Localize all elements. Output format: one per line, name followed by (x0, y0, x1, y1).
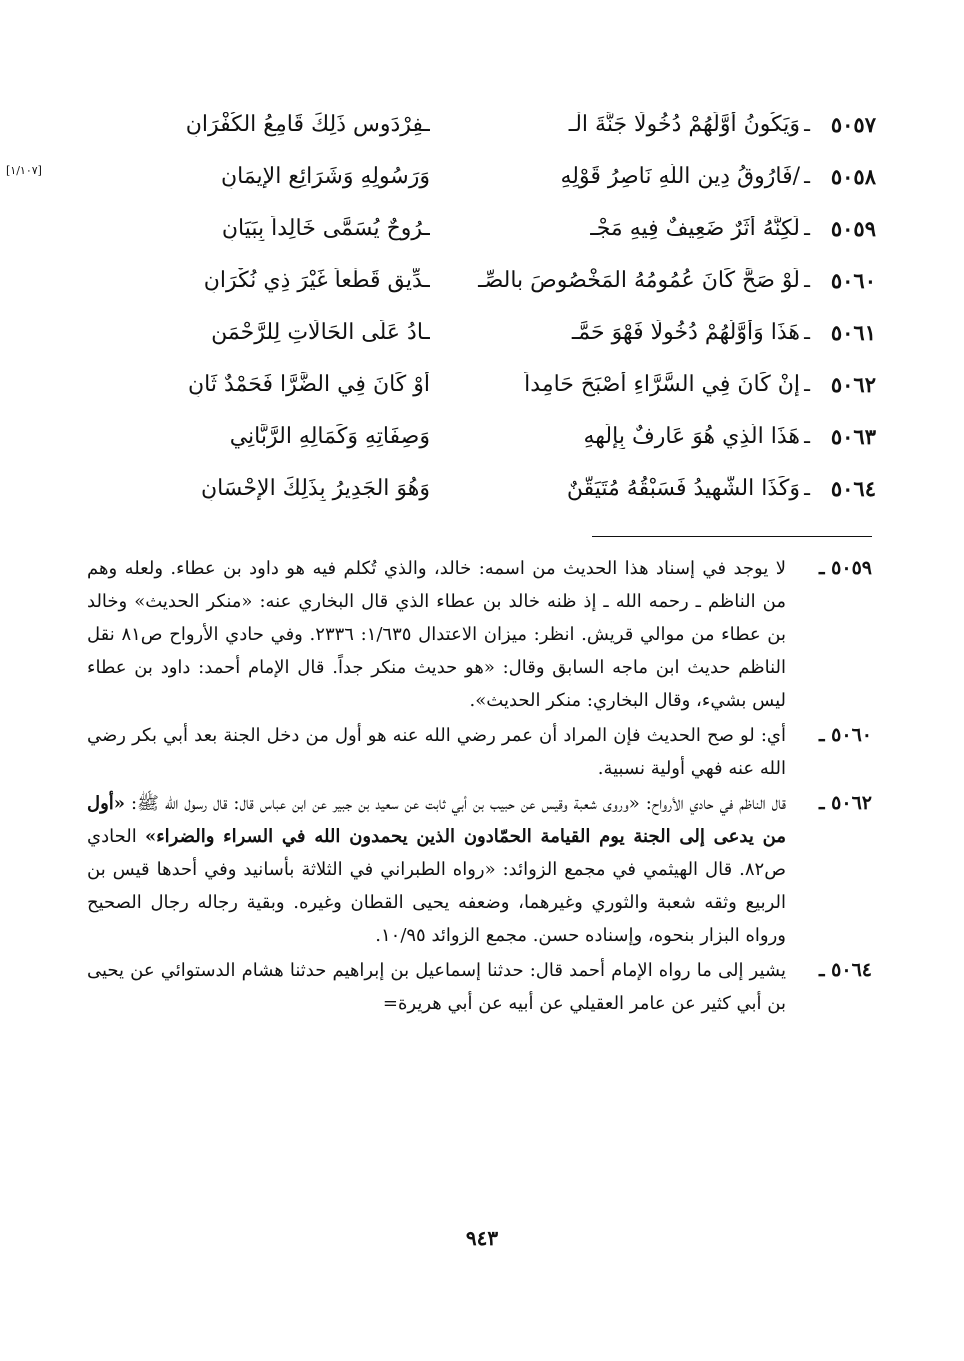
footnote (87, 787, 872, 952)
verse-first-hemistich: هَذَا وَأَوَّلُهُمْ دُخُولًا فَهْوَ حَمَّـ (571, 319, 800, 345)
verse (76, 358, 876, 410)
verse (76, 98, 876, 150)
verse-second-hemistich: وَهُوَ الجَدِيرُ بِذَلِكَ الإِحْسَانِ (200, 475, 430, 501)
verse-dash: ـ (804, 320, 810, 344)
verse-number: ٥٠٦١ (830, 319, 876, 345)
footnote-text-part: قال الناظم في حادي الأرواح: «وروى شعبة وقيس عن حبيب بن أبي ثابت عن سعيد بن جبير عن ابن عباس قال: قال رسول الله ﷺ: (125, 793, 786, 814)
footnote-number: ٥٠٥٩ ـ (818, 557, 872, 579)
verse (76, 202, 876, 254)
verse-second-hemistich: وَصِفَاتِهِ وَكَمَالِهِ الرَّبَّانِي (229, 423, 430, 449)
footnote (87, 719, 872, 785)
verse-number: ٥٠٥٧ (830, 111, 876, 137)
verse-dash: ـ (804, 372, 810, 396)
verse-second-hemistich: ـرُوحٌ يُسَمَّى خَالِداً بِبَيَانِ (221, 215, 430, 241)
verse-dash: ـ (804, 476, 810, 500)
footnote-number: ٥٠٦٤ ـ (818, 959, 872, 981)
verse (76, 254, 876, 306)
verse-dash: ـ (804, 164, 810, 188)
verse-first-hemistich: لَكِنَّهُ أَثَرٌ ضَعِيفٌ فِيهِ مَجْـ (590, 215, 800, 241)
verse-second-hemistich: وَرَسُولِهِ وَشَرَائِعِ الإِيمَانِ (220, 163, 430, 189)
verse-number: ٥٠٦٣ (830, 423, 876, 449)
verse-first-hemistich: /فَارُوقُ دِينِ اللَّهِ نَاصِرُ قَوْلِهِ (560, 163, 800, 189)
verse (76, 462, 876, 514)
hadith-text-bold: «أول من يدعى إلى الجنة يوم القيامة الحمّادون الذين يحمدون الله في السراء والضراء» (87, 793, 786, 847)
verse-first-hemistich: إِنْ كَانَ فِي السَّرَّاءِ أَصْبَحَ حَامِداً (524, 371, 800, 397)
page-number: ٩٤٣ (465, 1226, 499, 1250)
verse-first-hemistich: لَوْ صَحَّ كَانَ عُمُومُهُ المَخْصُوصَ بالصِّـ (478, 267, 800, 293)
footnote-number: ٥٠٦٠ ـ (818, 724, 872, 746)
verse-first-hemistich: وَيَكُونُ أَوَّلَهُمْ دُخُولًا جَنَّةَ الْـ (568, 111, 800, 137)
poem (6, 98, 876, 514)
footnote-text-part: الحادي ص٨٢. قال الهيثمي في مجمع الزوائد: «رواه الطبراني في الثلاثة بأسانيد وفي أحدها قيس بن الربيع وثقه شعبة والثوري وغيرهما، وضعفه يحيى القطان وغيره. وبقية رجاله رجال الصحيح ورواه البزار بنحوه، وإسناده حسن. مجمع الزوائد ١٠/٩٥. (87, 826, 786, 946)
verse-dash: ـ (804, 216, 810, 240)
verse-second-hemistich: ـفِرْدَوسِ ذَلِكَ قَامِعُ الكُفْرَانِ (185, 111, 430, 137)
verse (76, 410, 876, 462)
verse-number: ٥٠٦٤ (830, 475, 876, 501)
footnotes (87, 552, 872, 1022)
footnote-text-part: لا يوجد في إسناد هذا الحديث من اسمه: خالد، والذي تُكلم فيه هو داود بن عطاء. ولعله وهم من الناظم ـ رحمه الله ـ إذ ظنه خالد بن عطاء الذي قال البخاري عنه: «منكر الحديث» وخالد بن عطاء من موالي قريش. انظر: ميزان الاعتدال ١/٦٣٥: ٢٣٣٦. وفي حادي الأرواح ص٨١ نقل الناظم حديث ابن ماجه السابق وقال: «هو حديث منكر جداً. قال الإمام أحمد: داود بن عطاء ليس بشيء، وقال البخاري: منكر الحديث». (87, 558, 787, 711)
verse-first-hemistich: هَذَا الَّذِي هُوَ عَارِفٌ بِإِلَهِهِ (583, 423, 800, 449)
footnote-text (87, 787, 786, 952)
footnote-text (87, 552, 786, 717)
footnote-text (87, 719, 786, 785)
manuscript-folio-marker: [١/١٠٧] (6, 164, 42, 177)
verse-second-hemistich: أَوْ كَانَ فِي الضَّرَّا فَحَمْدٌ ثَانِ (188, 371, 430, 397)
footnote-text (87, 954, 786, 1020)
footnote-separator (592, 536, 872, 537)
verse-number: ٥٠٥٨ (830, 163, 876, 189)
verse-dash: ـ (804, 424, 810, 448)
verse (76, 306, 876, 358)
verse-first-hemistich: وَكَذَا الشَّهِيدُ فَسَبْقُهُ مُتَيَقَّنٌ (566, 475, 800, 501)
verse (6, 150, 876, 202)
footnote-text-part: يشير إلى ما رواه الإمام أحمد قال: حدثنا إسماعيل بن إبراهيم حدثنا هشام الدستوائي عن يحيى بن أبي كثير عن عامر العقيلي عن أبيه عن أبي هريرة= (87, 960, 786, 1014)
footnote-number: ٥٠٦٢ ـ (818, 792, 872, 814)
footnote-text-part: أي: لو صح الحديث فإن المراد أن عمر رضي الله عنه هو أول من دخل الجنة بعد أبي بكر رضي الله عنه فهي أولية نسبية. (87, 725, 786, 779)
footnote (87, 552, 872, 717)
verse-number: ٥٠٥٩ (830, 215, 876, 241)
footnote (87, 954, 872, 1020)
verse-dash: ـ (804, 112, 810, 136)
verse-second-hemistich: ـادُ عَلَى الحَالَاتِ لِلرَّحْمَنِ (211, 319, 430, 345)
verse-second-hemistich: ـدِّيقِ قَطْعاً غَيْرَ ذِي نُكْرَانِ (203, 267, 430, 293)
verse-dash: ـ (804, 268, 810, 292)
verse-number: ٥٠٦٠ (830, 267, 876, 293)
verse-number: ٥٠٦٢ (830, 371, 876, 397)
